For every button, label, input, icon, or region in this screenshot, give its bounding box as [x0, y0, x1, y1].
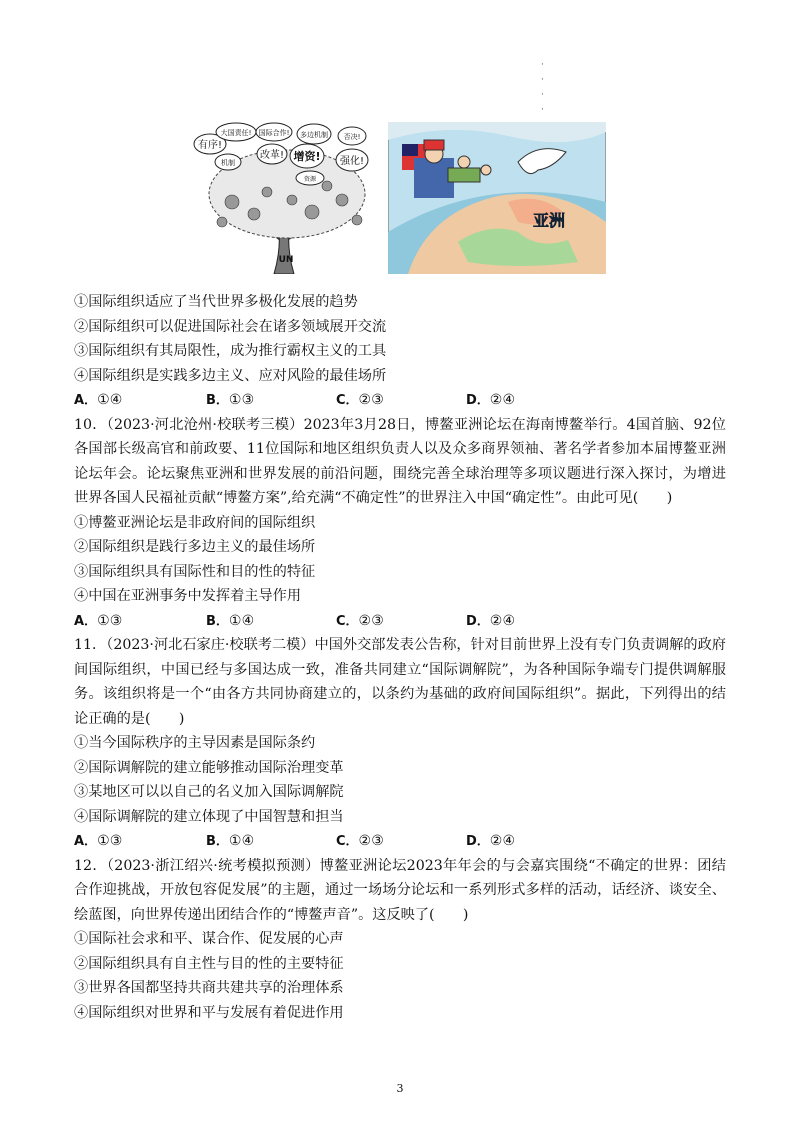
q10-option-a[interactable]: A．①③ [74, 612, 123, 629]
q11-statement-1: ①当今国际秩序的主导因素是国际条约 [74, 735, 316, 751]
q11-option-d[interactable]: D．②④ [466, 833, 516, 849]
bubble-text-2: 大国责任! [220, 129, 252, 137]
q10-option-b[interactable]: B．①④ [206, 612, 255, 629]
q9-statement-4: ④国际组织是实践多边主义、应对风险的最佳场所 [74, 367, 387, 384]
q9-option-d[interactable]: D．②④ [466, 392, 516, 408]
q11-option-a[interactable]: A．①③ [74, 833, 123, 849]
asia-globe-cartoon-icon [388, 122, 606, 274]
q9-statement-2: ②国际组织可以促进国际社会在诸多领域展开交流 [74, 318, 387, 335]
q11-statement-3: ③某地区可以以自己的名义加入国际调解院 [74, 784, 344, 800]
q10-stem: 10．（2023·河北沧州·校联考三模）2023年3月28日，博鳌亚洲论坛在海南博鳌举行。4国首脑、92位各国部长级高官和前政要、11位国际和地区组织负责人以及众多商界领袖、著名学者参加本届博鳌亚洲论坛年会。论坛聚焦亚洲和世界发展的前沿问题，围绕完善全球治理等多项议题进行深入探讨，为增进世界各国人民福祉贡献“博鳌方案”,给充满“不确定性”的世界注入中国“确定性”。由此可见( ) [74, 416, 726, 506]
q11-statement-4: ④国际调解院的建立体现了中国智慧和担当 [74, 808, 344, 825]
q12-statement-4: ④国际组织对世界和平与发展有着促进作用 [74, 1004, 344, 1021]
q12-statement-2: ②国际组织具有自主性与目的性的主要特征 [74, 955, 344, 972]
un-trunk-label: UN [278, 255, 294, 265]
asia-label: 亚洲 [533, 211, 566, 230]
bubble-text-6: 增资! [293, 150, 321, 163]
bubble-text-7: 强化! [339, 156, 365, 167]
q12-stem: 12．（2023·浙江绍兴·统考模拟预测）博鳌亚洲论坛2023年年会的与会嘉宾围绕“不确定的世界：团结合作迎挑战，开放包容促发展”的主题，通过一场场分论坛和一系列形式多样的活动，话经济、谈安全、绘蓝图，向世界传递出团结合作的“博鳌声音”。这反映了( ) [74, 857, 726, 923]
bubble-text-9: 机制 [221, 159, 235, 167]
q10-statement-4: ④中国在亚洲事务中发挥着主导作用 [74, 588, 302, 604]
q11-options [74, 829, 726, 854]
bubble-text-1: 有序! [197, 140, 223, 151]
un-tree-cartoon-icon [192, 122, 382, 274]
q10-statement-3: ③国际组织具有国际性和目的性的特征 [74, 563, 316, 580]
q9-statement-1: ①国际组织适应了当代世界多极化发展的趋势 [74, 294, 358, 310]
q10-option-c[interactable]: C．②③ [336, 612, 384, 629]
q10-statement-2: ②国际组织是践行多边主义的最佳场所 [74, 539, 316, 555]
q12-statement-1: ①国际社会求和平、谋合作、促发展的心声 [74, 931, 344, 947]
q11-statement-2: ②国际调解院的建立能够推动国际治理变革 [74, 759, 344, 776]
q10-option-d[interactable]: D．②④ [466, 612, 516, 629]
bubble-text-4: 多边机制 [300, 131, 328, 139]
bubble-text-3: 国际合作! [258, 129, 290, 137]
q10-statement-1: ①博鳌亚洲论坛是非政府间的国际组织 [74, 514, 316, 531]
q11-option-b[interactable]: B．①④ [206, 833, 255, 849]
q11-option-c[interactable]: C．②③ [336, 833, 384, 849]
bubble-text-10: 资源 [303, 176, 317, 183]
q9-option-c[interactable]: C．②③ [336, 392, 384, 408]
q9-statement-3: ③国际组织有其局限性，成为推行霸权主义的工具 [74, 343, 387, 359]
q10-options [74, 609, 726, 634]
q11-stem: 11．（2023·河北石家庄·校联考二模）中国外交部发表公告称，针对目前世界上没有专门负责调解的政府间国际组织，中国已经与多国达成一致，准备共同建立“国际调解院”，为各种国际争端专门提供调解服务。该组织将是一个“由各方共同协商建立的，以条约为基础的政府间国际组织”。据此，下列得出的结论正确的是( ) [74, 637, 726, 727]
page-number: 3 [396, 1082, 404, 1095]
bubble-text-5: 改革! [259, 150, 285, 161]
q9-option-a[interactable]: A．①④ [74, 392, 123, 408]
q9-options [74, 388, 726, 413]
q12-statement-3: ③世界各国都坚持共商共建共享的治理体系 [74, 980, 344, 996]
decorative-dots: · · · · [541, 60, 544, 115]
q9-option-b[interactable]: B．①③ [206, 392, 255, 408]
question-content [74, 290, 726, 1025]
bubble-text-8: 否决! [343, 133, 361, 141]
